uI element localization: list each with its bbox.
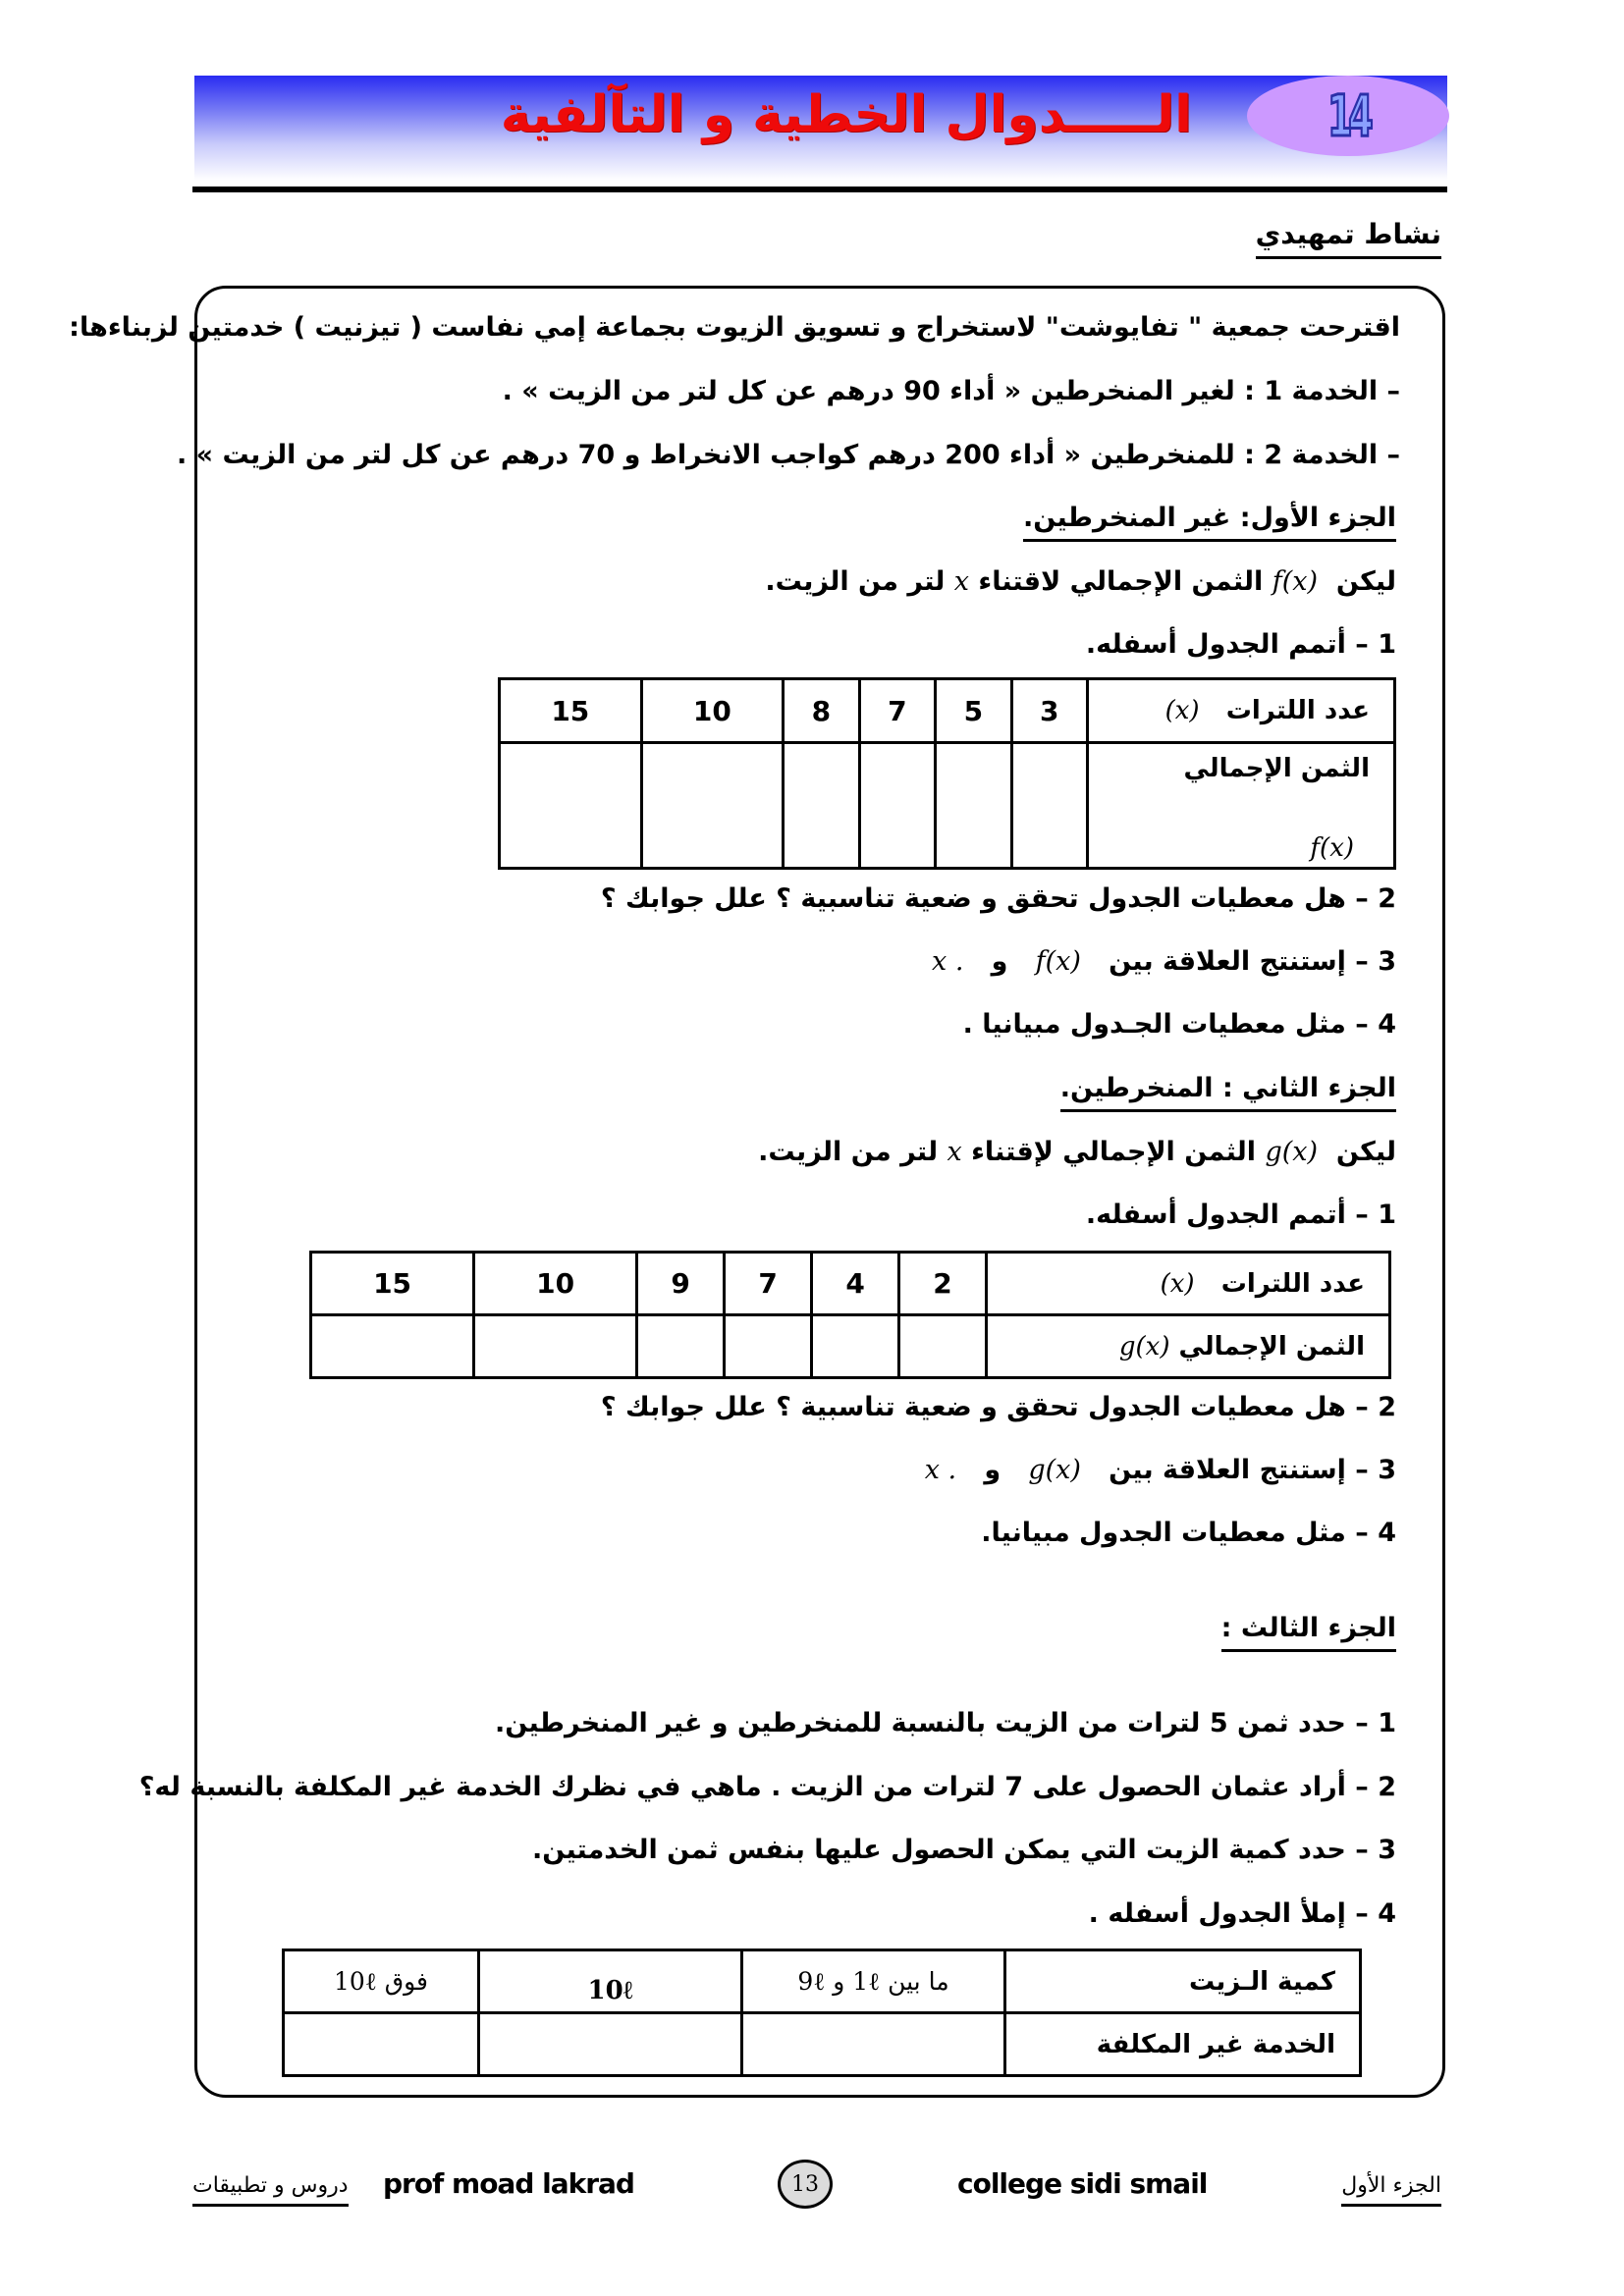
part2-answer-cell[interactable] bbox=[637, 1315, 725, 1378]
part1-def-func: f(x) bbox=[1272, 566, 1319, 597]
q3-and: و bbox=[984, 1455, 1001, 1485]
part1-q2: 2 – هل معطيات الجدول تحقق و ضعية تناسبية ؟ علل جوابك ؟ bbox=[600, 883, 1396, 914]
part1-row2-label bbox=[1088, 743, 1395, 869]
part2-table-row-liters bbox=[311, 1253, 1390, 1315]
footer-lessons-label: دروس و تطبيقات bbox=[192, 2173, 349, 2207]
part1-x-cell: 5 bbox=[936, 679, 1011, 743]
part1-q4: 4 – مثل معطيات الجـدول مبيانيا . bbox=[962, 1009, 1396, 1040]
part2-def-post: لتر من الزيت. bbox=[758, 1137, 939, 1167]
part2-x-cell: 4 bbox=[812, 1253, 899, 1315]
part1-answer-cell[interactable] bbox=[784, 743, 859, 869]
part3-q4: 4 – إملأ الجدول أسفله . bbox=[1088, 1898, 1396, 1929]
part3-col-1-9: ما بين 1ℓ و 9ℓ bbox=[742, 1950, 1005, 2013]
part2-table bbox=[309, 1251, 1391, 1379]
activity-frame bbox=[194, 286, 1445, 2098]
part2-row2-label bbox=[987, 1315, 1390, 1378]
part2-x-cell: 10 bbox=[474, 1253, 637, 1315]
footer-part-label: الجزء الأول bbox=[1341, 2173, 1441, 2207]
page-number bbox=[778, 2160, 833, 2209]
part2-def-pre: ليكن bbox=[1335, 1137, 1396, 1167]
q3-var: x . bbox=[924, 1455, 957, 1485]
part3-table bbox=[282, 1949, 1362, 2077]
part1-answer-cell[interactable] bbox=[500, 743, 642, 869]
q3-text: 3 – إستنتج العلاقة بين bbox=[1109, 946, 1396, 977]
intro-text: اقترحت جمعية " تفايوشت" لاستخراج و تسويق الزيوت بجماعة إمي نفاست ( تيزنيت ) خدمتين لزبناءها: bbox=[69, 312, 1400, 343]
part1-definition bbox=[765, 566, 1396, 597]
part1-def-var: x bbox=[953, 566, 969, 597]
q3-func: g(x) bbox=[1028, 1455, 1081, 1485]
part1-x-cell: 10 bbox=[641, 679, 784, 743]
footer-author: prof moad lakrad bbox=[383, 2167, 634, 2200]
footer-school: college sidi smail bbox=[957, 2167, 1208, 2200]
part2-definition bbox=[758, 1137, 1396, 1167]
part2-def-mid: الثمن الإجمالي لإقتناء bbox=[971, 1137, 1257, 1167]
part1-table-row-price bbox=[500, 743, 1395, 869]
part1-heading: الجزء الأول: غير المنخرطين. bbox=[1023, 503, 1396, 542]
chapter-number-badge bbox=[1247, 76, 1449, 156]
part2-q1: 1 – أتمم الجدول أسفله. bbox=[1085, 1200, 1396, 1230]
row2-label-text: الثمن الإجمالي bbox=[1178, 1331, 1365, 1362]
part1-answer-cell[interactable] bbox=[641, 743, 784, 869]
part2-answer-cell[interactable] bbox=[899, 1315, 987, 1378]
part2-answer-cell[interactable] bbox=[725, 1315, 812, 1378]
part1-answer-cell[interactable] bbox=[1011, 743, 1087, 869]
part2-answer-cell[interactable] bbox=[311, 1315, 474, 1378]
row2-func: f(x) bbox=[1310, 833, 1354, 863]
part2-q3 bbox=[925, 1455, 1396, 1485]
row2-func: g(x) bbox=[1118, 1331, 1170, 1362]
part3-heading: الجزء الثالث : bbox=[1221, 1613, 1396, 1652]
part3-q1: 1 – حدد ثمن 5 لترات من الزيت بالنسبة للمنخرطين و غير المنخرطين. bbox=[494, 1708, 1396, 1738]
row1-label-text: عدد اللترات bbox=[1225, 696, 1370, 725]
part2-q4: 4 – مثل معطيات الجدول مبيانيا. bbox=[981, 1518, 1396, 1548]
part1-def-pre: ليكن bbox=[1335, 566, 1396, 597]
part2-x-cell: 15 bbox=[311, 1253, 474, 1315]
part3-row2-label: الخدمة غير المكلفة bbox=[1005, 2013, 1361, 2076]
part3-answer-cell[interactable] bbox=[284, 2013, 479, 2076]
part1-x-cell: 3 bbox=[1011, 679, 1087, 743]
part1-x-cell: 8 bbox=[784, 679, 859, 743]
part2-q2: 2 – هل معطيات الجدول تحقق و ضعية تناسبية ؟ علل جوابك ؟ bbox=[600, 1392, 1396, 1422]
part2-answer-cell[interactable] bbox=[812, 1315, 899, 1378]
part1-row1-label bbox=[1088, 679, 1395, 743]
part1-x-cell: 7 bbox=[859, 679, 935, 743]
part2-x-cell: 9 bbox=[637, 1253, 725, 1315]
part2-x-cell: 2 bbox=[899, 1253, 987, 1315]
part3-row1-label: كمية الـزيت bbox=[1005, 1950, 1361, 2013]
part1-table-row-liters bbox=[500, 679, 1395, 743]
part2-def-var: x bbox=[947, 1137, 962, 1167]
part1-answer-cell[interactable] bbox=[859, 743, 935, 869]
part1-x-cell: 15 bbox=[500, 679, 642, 743]
part3-answer-cell[interactable] bbox=[742, 2013, 1005, 2076]
row1-var: (x) bbox=[1160, 1268, 1195, 1299]
row1-var: (x) bbox=[1164, 696, 1200, 725]
q3-text: 3 – إستنتج العلاقة بين bbox=[1109, 1455, 1396, 1485]
part2-x-cell: 7 bbox=[725, 1253, 812, 1315]
part1-def-mid: الثمن الإجمالي لاقتناء bbox=[978, 566, 1264, 597]
part3-q3: 3 – حدد كمية الزيت التي يمكن الحصول عليها بنفس ثمن الخدمتين. bbox=[531, 1835, 1396, 1865]
header-banner bbox=[194, 76, 1447, 181]
part3-q2: 2 – أراد عثمان الحصول على 7 لترات من الزيت . ماهي في نظرك الخدمة غير المكلفة بالنسبة له؟ bbox=[138, 1772, 1396, 1802]
part2-def-func: g(x) bbox=[1265, 1137, 1319, 1167]
part2-table-row-price bbox=[311, 1315, 1390, 1378]
service-2: – الخدمة 2 : للمنخرطين « أداء 200 درهم كواجب الانخراط و 70 درهم عن كل لتر من الزيت » . bbox=[177, 440, 1400, 470]
part1-q3 bbox=[932, 946, 1396, 977]
section-title: نشاط تمهيدي bbox=[1256, 218, 1441, 259]
part1-table bbox=[498, 677, 1396, 870]
part1-answer-cell[interactable] bbox=[936, 743, 1011, 869]
part2-answer-cell[interactable] bbox=[474, 1315, 637, 1378]
part2-row1-label bbox=[987, 1253, 1390, 1315]
chapter-title: الـــــدوال الخطية و التآلفية bbox=[500, 85, 1192, 144]
chapter-number: 14 bbox=[1326, 82, 1370, 149]
part1-q1: 1 – أتمم الجدول أسفله. bbox=[1085, 629, 1396, 660]
row2-label-text: الثمن الإجمالي bbox=[1183, 754, 1370, 783]
part3-table-row-quantity bbox=[284, 1950, 1361, 2013]
page-number-text: 13 bbox=[791, 2171, 819, 2197]
part3-table-row-cheaper bbox=[284, 2013, 1361, 2076]
q3-and: و bbox=[991, 946, 1008, 977]
header-divider bbox=[192, 187, 1447, 192]
service-1: – الخدمة 1 : لغير المنخرطين « أداء 90 درهم عن كل لتر من الزيت » . bbox=[502, 376, 1400, 406]
part3-col-over-10: فوق 10ℓ bbox=[284, 1950, 479, 2013]
part3-answer-cell[interactable] bbox=[479, 2013, 742, 2076]
part2-heading: الجزء الثاني : المنخرطين. bbox=[1060, 1073, 1396, 1112]
q3-var: x . bbox=[932, 946, 964, 977]
part3-col-10: 10ℓ bbox=[479, 1950, 742, 2013]
q3-func: f(x) bbox=[1035, 946, 1081, 977]
row1-label-text: عدد اللترات bbox=[1220, 1268, 1365, 1299]
part1-def-post: لتر من الزيت. bbox=[765, 566, 946, 597]
